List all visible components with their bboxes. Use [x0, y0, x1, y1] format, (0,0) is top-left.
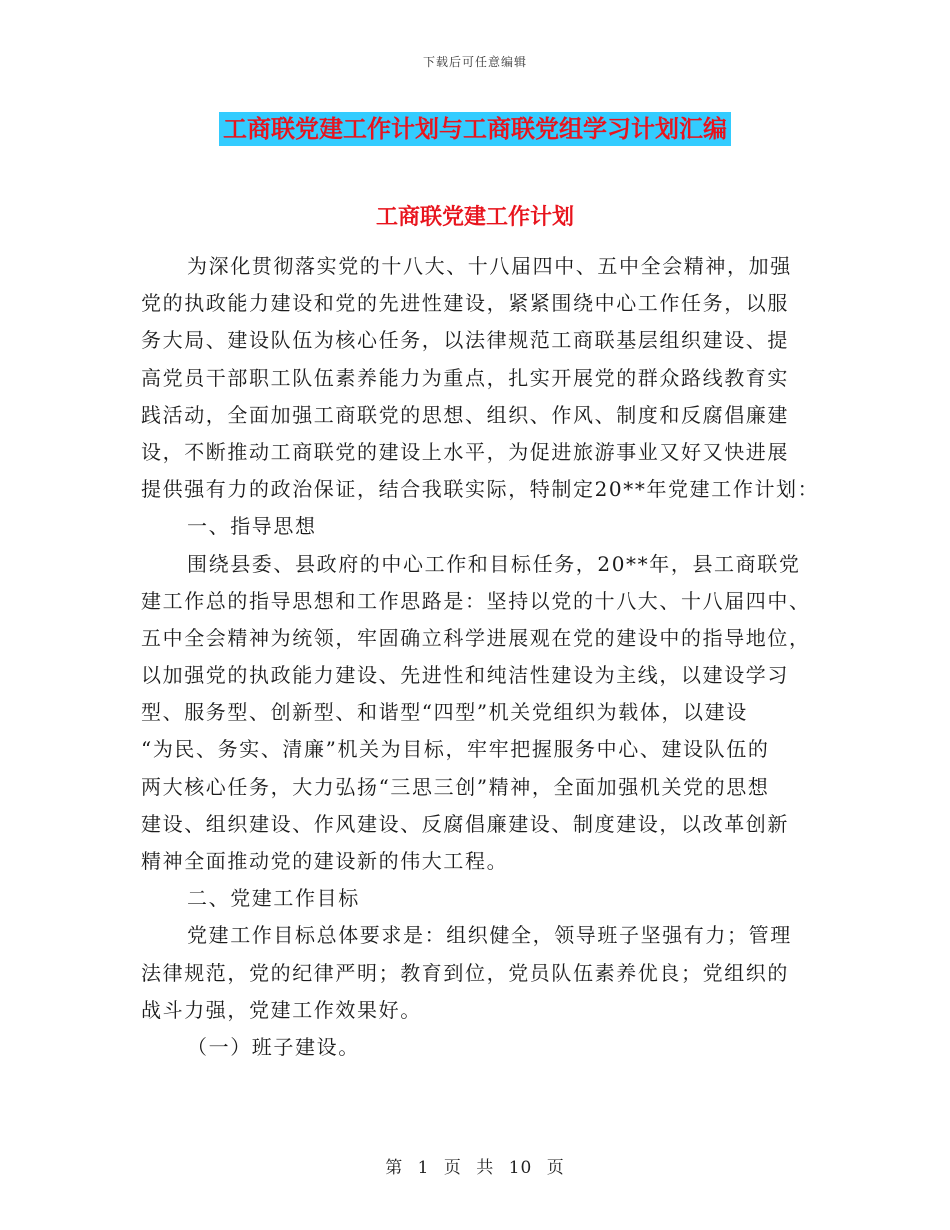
heading-work-goals: 二、党建工作目标 [187, 886, 360, 911]
heading-guiding-ideology: 一、指导思想 [187, 514, 317, 539]
page-total: 10 [508, 1158, 533, 1178]
document-body [141, 248, 820, 1066]
body-line: 高党员干部职工队伍素养能力为重点，扎实开展党的群众路线教育实 [141, 365, 789, 390]
body-line: 践活动，全面加强工商联党的思想、组织、作风、制度和反腐倡廉建 [141, 402, 789, 427]
page-label-ye: 页 [443, 1158, 462, 1178]
body-line: 为深化贯彻落实党的十八大、十八届四中、五中全会精神，加强 [187, 254, 792, 278]
document-main-title: 工商联党建工作计划与工商联党组学习计划汇编 [219, 112, 731, 146]
body-line: 两大核心任务，大力弘扬“三思三创”精神，全面加强机关党的思想 [141, 774, 770, 799]
page-current: 1 [417, 1158, 430, 1178]
body-line: 精神全面推动党的建设新的伟大工程。 [141, 849, 509, 873]
header-note: 下载后可任意编辑 [422, 55, 527, 69]
body-line: 党建工作目标总体要求是：组织健全，领导班子坚强有力；管理 [187, 923, 792, 948]
body-line: 建工作总的指导思想和工作思路是：坚持以党的十八大、十八届四中、 [141, 588, 811, 613]
main-title-container [0, 112, 950, 146]
page-label-di: 第 [385, 1158, 404, 1178]
subheading-leadership-building: （一）班子建设。 [187, 1034, 360, 1059]
body-line: “为民、务实、清廉”机关为目标，牢牢把握服务中心、建设队伍的 [141, 737, 770, 762]
body-line: 型、服务型、创新型、和谐型“四型”机关党组织为载体，以建设 [141, 700, 748, 725]
section-title: 工商联党建工作计划 [375, 204, 574, 230]
body-line: 法律规范，党的纪律严明；教育到位，党员队伍素养优良；党组织的 [141, 960, 789, 985]
body-line: 以加强党的执政能力建设、先进性和纯洁性建设为主线，以建设学习 [141, 663, 789, 688]
page-label-gong: 共 [476, 1158, 495, 1178]
body-line: 战斗力强，党建工作效果好。 [141, 997, 422, 1022]
body-line: 建设、组织建设、作风建设、反腐倡廉建设、制度建设，以改革创新 [141, 811, 789, 836]
body-line: 提供强有力的政治保证，结合我联实际，特制定20**年党建工作计划： [141, 477, 820, 502]
page-label-ye-end: 页 [546, 1158, 565, 1178]
body-line: 五中全会精神为统领，牢固确立科学进展观在党的建设中的指导地位， [141, 625, 811, 650]
page-number-footer [0, 1153, 950, 1178]
body-line: 党的执政能力建设和党的先进性建设，紧紧围绕中心工作任务，以服 [141, 291, 789, 316]
body-line: 务大局、建设队伍为核心任务，以法律规范工商联基层组织建设、提 [141, 328, 789, 353]
body-line: 设，不断推动工商联党的建设上水平，为促进旅游事业又好又快进展 [141, 439, 789, 464]
body-line: 围绕县委、县政府的中心工作和目标任务，20**年，县工商联党 [187, 551, 801, 576]
